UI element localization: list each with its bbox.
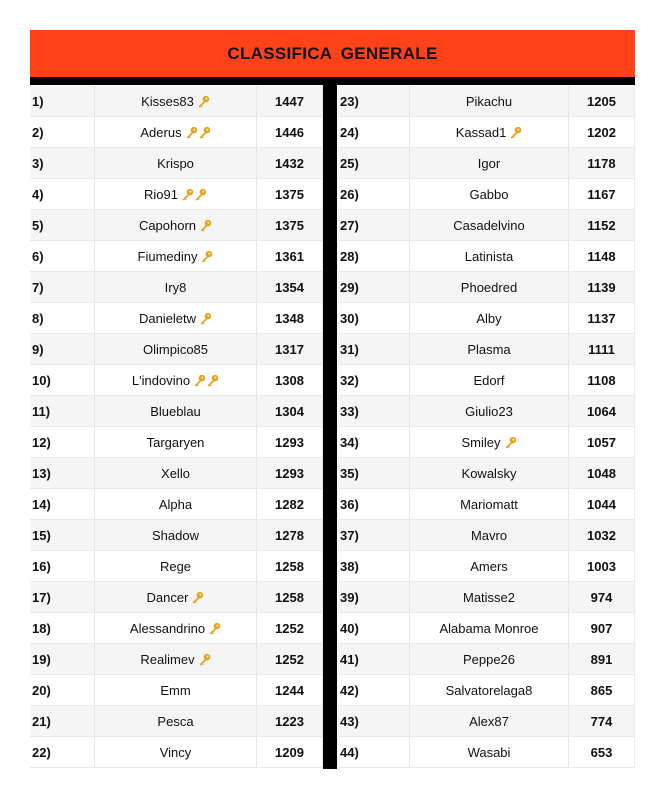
player-name: Amers [470, 558, 508, 574]
player-name-cell [410, 582, 569, 613]
table-row [338, 86, 635, 117]
key-badges [181, 188, 207, 201]
key-badges [200, 250, 213, 263]
table-row [30, 148, 323, 179]
score-cell: 974 [569, 582, 635, 613]
table-row [30, 334, 323, 365]
player-name: Aderus [140, 124, 182, 140]
score-cell: 865 [569, 675, 635, 706]
score-cell: 1282 [257, 489, 323, 520]
key-icon [191, 591, 204, 604]
rank-cell: 13) [30, 458, 95, 489]
table-row [30, 365, 323, 396]
score-cell: 1032 [569, 520, 635, 551]
rank-cell: 7) [30, 272, 95, 303]
player-name-cell [95, 241, 257, 272]
player-name: Vincy [159, 744, 192, 760]
rank-cell: 11) [30, 396, 95, 427]
player-name: Gabbo [469, 186, 509, 202]
table-row [338, 489, 635, 520]
score-cell: 1354 [257, 272, 323, 303]
score-cell: 1258 [257, 582, 323, 613]
rank-cell: 3) [30, 148, 95, 179]
score-cell: 1244 [257, 675, 323, 706]
key-badges [185, 126, 211, 139]
score-cell: 1375 [257, 179, 323, 210]
score-cell: 1202 [569, 117, 635, 148]
score-cell: 774 [569, 706, 635, 737]
rank-cell: 6) [30, 241, 95, 272]
key-icon [181, 188, 194, 201]
rank-cell: 21) [30, 706, 95, 737]
player-name: Dancer [146, 589, 189, 605]
player-name: Fiumediny [137, 248, 198, 264]
score-cell: 1252 [257, 613, 323, 644]
table-row [338, 148, 635, 179]
key-icon [208, 622, 221, 635]
rank-cell: 42) [338, 675, 410, 706]
ranking-table-left [30, 86, 323, 768]
rank-cell: 8) [30, 303, 95, 334]
table-row [30, 303, 323, 334]
player-name: Alex87 [469, 713, 509, 729]
score-cell: 1148 [569, 241, 635, 272]
player-name-cell [410, 365, 569, 396]
score-cell: 1317 [257, 334, 323, 365]
table-row [30, 520, 323, 551]
player-name-cell [95, 737, 257, 768]
table-row [338, 396, 635, 427]
player-name: Mariomatt [460, 496, 518, 512]
rank-cell: 30) [338, 303, 410, 334]
player-name: Krispo [157, 155, 194, 171]
key-badges [199, 312, 212, 325]
key-badges [197, 95, 210, 108]
score-cell: 1205 [569, 86, 635, 117]
player-name: Targaryen [146, 434, 205, 450]
rank-cell: 5) [30, 210, 95, 241]
rank-cell: 29) [338, 272, 410, 303]
player-name: Latinista [464, 248, 514, 264]
score-cell: 1209 [257, 737, 323, 768]
rank-cell: 1) [30, 86, 95, 117]
score-cell: 1003 [569, 551, 635, 582]
rank-cell: 15) [30, 520, 95, 551]
player-name-cell [95, 303, 257, 334]
table-row [338, 737, 635, 768]
page-title: CLASSIFICA GENERALE [227, 43, 438, 63]
player-name-cell [95, 551, 257, 582]
score-cell: 891 [569, 644, 635, 675]
player-name: Capohorn [138, 217, 197, 233]
score-cell: 1167 [569, 179, 635, 210]
player-name-cell [95, 86, 257, 117]
key-badges [193, 374, 219, 387]
rank-cell: 9) [30, 334, 95, 365]
rank-cell: 22) [30, 737, 95, 768]
key-icon [198, 653, 211, 666]
table-row [338, 179, 635, 210]
table-row [30, 427, 323, 458]
player-name: Alby [476, 310, 502, 326]
player-name: Salvatorelaga8 [445, 682, 533, 698]
key-badges [191, 591, 204, 604]
player-name-cell [95, 613, 257, 644]
player-name-cell [410, 272, 569, 303]
player-name-cell [410, 489, 569, 520]
table-row [30, 737, 323, 768]
player-name: Realimev [140, 651, 195, 667]
key-badges [208, 622, 221, 635]
player-name: Mavro [470, 527, 508, 543]
player-name-cell [95, 520, 257, 551]
player-name-cell [410, 706, 569, 737]
rank-cell: 20) [30, 675, 95, 706]
player-name-cell [410, 613, 569, 644]
key-icon [200, 250, 213, 263]
header-divider [30, 77, 635, 85]
table-row [30, 706, 323, 737]
score-cell: 1044 [569, 489, 635, 520]
rank-cell: 32) [338, 365, 410, 396]
key-badges [509, 126, 522, 139]
player-name-cell [410, 520, 569, 551]
key-icon [194, 188, 207, 201]
score-cell: 1304 [257, 396, 323, 427]
table-row [338, 644, 635, 675]
rank-cell: 35) [338, 458, 410, 489]
score-cell: 1048 [569, 458, 635, 489]
score-cell: 1057 [569, 427, 635, 458]
table-row [338, 458, 635, 489]
table-row [338, 582, 635, 613]
rank-cell: 16) [30, 551, 95, 582]
player-name: Alabama Monroe [439, 620, 539, 636]
player-name-cell [95, 334, 257, 365]
player-name-cell [410, 241, 569, 272]
player-name: Rege [159, 558, 192, 574]
rank-cell: 4) [30, 179, 95, 210]
rank-cell: 18) [30, 613, 95, 644]
table-row [338, 334, 635, 365]
table-row [30, 117, 323, 148]
key-badges [198, 653, 211, 666]
score-cell: 1108 [569, 365, 635, 396]
rank-cell: 26) [338, 179, 410, 210]
table-row [338, 303, 635, 334]
score-cell: 1361 [257, 241, 323, 272]
rank-cell: 17) [30, 582, 95, 613]
table-row [338, 210, 635, 241]
table-row [338, 272, 635, 303]
table-row [30, 272, 323, 303]
table-row [30, 613, 323, 644]
rank-cell: 44) [338, 737, 410, 768]
player-name: Matisse2 [462, 589, 516, 605]
rank-cell: 24) [338, 117, 410, 148]
player-name-cell [95, 272, 257, 303]
player-name-cell [410, 396, 569, 427]
table-row [30, 86, 323, 117]
score-cell: 1432 [257, 148, 323, 179]
table-row [338, 551, 635, 582]
rank-cell: 41) [338, 644, 410, 675]
rank-cell: 25) [338, 148, 410, 179]
table-row [338, 706, 635, 737]
table-row [30, 396, 323, 427]
table-row [338, 520, 635, 551]
key-icon [198, 126, 211, 139]
table-row [338, 117, 635, 148]
rank-cell: 43) [338, 706, 410, 737]
rank-cell: 12) [30, 427, 95, 458]
table-row [30, 241, 323, 272]
key-badges [199, 219, 212, 232]
player-name: Wasabi [467, 744, 511, 760]
score-cell: 1223 [257, 706, 323, 737]
key-icon [504, 436, 517, 449]
score-cell: 1137 [569, 303, 635, 334]
player-name: Alpha [158, 496, 193, 512]
player-name-cell [410, 303, 569, 334]
player-name-cell [95, 489, 257, 520]
player-name-cell [95, 427, 257, 458]
rank-cell: 37) [338, 520, 410, 551]
player-name: Kisses83 [141, 93, 194, 109]
score-cell: 1447 [257, 86, 323, 117]
player-name: Igor [477, 155, 501, 171]
rank-cell: 36) [338, 489, 410, 520]
player-name: Blueblau [150, 403, 201, 419]
player-name-cell [410, 179, 569, 210]
player-name: Emm [160, 682, 191, 698]
rank-cell: 23) [338, 86, 410, 117]
player-name: Smiley [461, 434, 501, 450]
player-name: Shadow [152, 527, 199, 543]
player-name: Kassad1 [455, 124, 507, 140]
player-name-cell [95, 179, 257, 210]
score-cell: 1348 [257, 303, 323, 334]
player-name-cell [410, 675, 569, 706]
player-name-cell [95, 148, 257, 179]
score-cell: 1139 [569, 272, 635, 303]
table-row [30, 582, 323, 613]
key-icon [199, 312, 212, 325]
player-name: Phoedred [460, 279, 518, 295]
rank-cell: 39) [338, 582, 410, 613]
key-icon [197, 95, 210, 108]
rank-cell: 40) [338, 613, 410, 644]
table-row [30, 551, 323, 582]
title-banner [30, 30, 635, 77]
key-icon [206, 374, 219, 387]
player-name-cell [95, 675, 257, 706]
table-row [338, 241, 635, 272]
rank-cell: 34) [338, 427, 410, 458]
score-cell: 1293 [257, 427, 323, 458]
player-name-cell [95, 706, 257, 737]
score-cell: 1064 [569, 396, 635, 427]
table-row [30, 458, 323, 489]
key-icon [509, 126, 522, 139]
key-badges [504, 436, 517, 449]
player-name-cell [410, 458, 569, 489]
player-name-cell [95, 396, 257, 427]
player-name: Kowalsky [461, 465, 517, 481]
score-cell: 1152 [569, 210, 635, 241]
player-name-cell [410, 210, 569, 241]
rank-cell: 28) [338, 241, 410, 272]
table-row [338, 365, 635, 396]
rank-cell: 27) [338, 210, 410, 241]
table-row [338, 427, 635, 458]
rank-cell: 38) [338, 551, 410, 582]
score-cell: 907 [569, 613, 635, 644]
rank-cell: 10) [30, 365, 95, 396]
score-cell: 1308 [257, 365, 323, 396]
player-name: Olimpico85 [142, 341, 209, 357]
player-name-cell [95, 117, 257, 148]
score-cell: 1375 [257, 210, 323, 241]
column-divider [323, 85, 337, 769]
rank-cell: 31) [338, 334, 410, 365]
table-row [30, 644, 323, 675]
player-name-cell [95, 458, 257, 489]
player-name: Pesca [157, 713, 194, 729]
table-row [30, 675, 323, 706]
table-row [30, 179, 323, 210]
player-name: Alessandrino [129, 620, 206, 636]
player-name: Danieletw [138, 310, 197, 326]
score-cell: 1446 [257, 117, 323, 148]
player-name: Iry8 [164, 279, 187, 295]
key-icon [185, 126, 198, 139]
score-cell: 1293 [257, 458, 323, 489]
player-name-cell [410, 737, 569, 768]
player-name-cell [95, 210, 257, 241]
player-name-cell [410, 86, 569, 117]
player-name: Rio91 [144, 186, 178, 202]
table-row [30, 210, 323, 241]
score-cell: 1258 [257, 551, 323, 582]
player-name: Edorf [473, 372, 505, 388]
player-name-cell [95, 365, 257, 396]
player-name-cell [410, 644, 569, 675]
score-cell: 1252 [257, 644, 323, 675]
table-row [338, 613, 635, 644]
player-name-cell [95, 644, 257, 675]
key-icon [199, 219, 212, 232]
key-icon [193, 374, 206, 387]
rank-cell: 2) [30, 117, 95, 148]
table-row [30, 489, 323, 520]
table-row [338, 675, 635, 706]
score-cell: 653 [569, 737, 635, 768]
rank-cell: 19) [30, 644, 95, 675]
player-name: Giulio23 [465, 403, 513, 419]
player-name-cell [410, 551, 569, 582]
ranking-table-right [338, 86, 635, 768]
player-name-cell [95, 582, 257, 613]
player-name: Plasma [467, 341, 511, 357]
rank-cell: 14) [30, 489, 95, 520]
score-cell: 1178 [569, 148, 635, 179]
player-name: Peppe26 [462, 651, 516, 667]
player-name: Pikachu [465, 93, 513, 109]
player-name: Casadelvino [453, 217, 525, 233]
player-name-cell [410, 427, 569, 458]
player-name-cell [410, 334, 569, 365]
score-cell: 1278 [257, 520, 323, 551]
score-cell: 1111 [569, 334, 635, 365]
player-name: L'indovino [131, 372, 191, 388]
rank-cell: 33) [338, 396, 410, 427]
player-name-cell [410, 148, 569, 179]
player-name-cell [410, 117, 569, 148]
player-name: Xello [161, 465, 190, 481]
